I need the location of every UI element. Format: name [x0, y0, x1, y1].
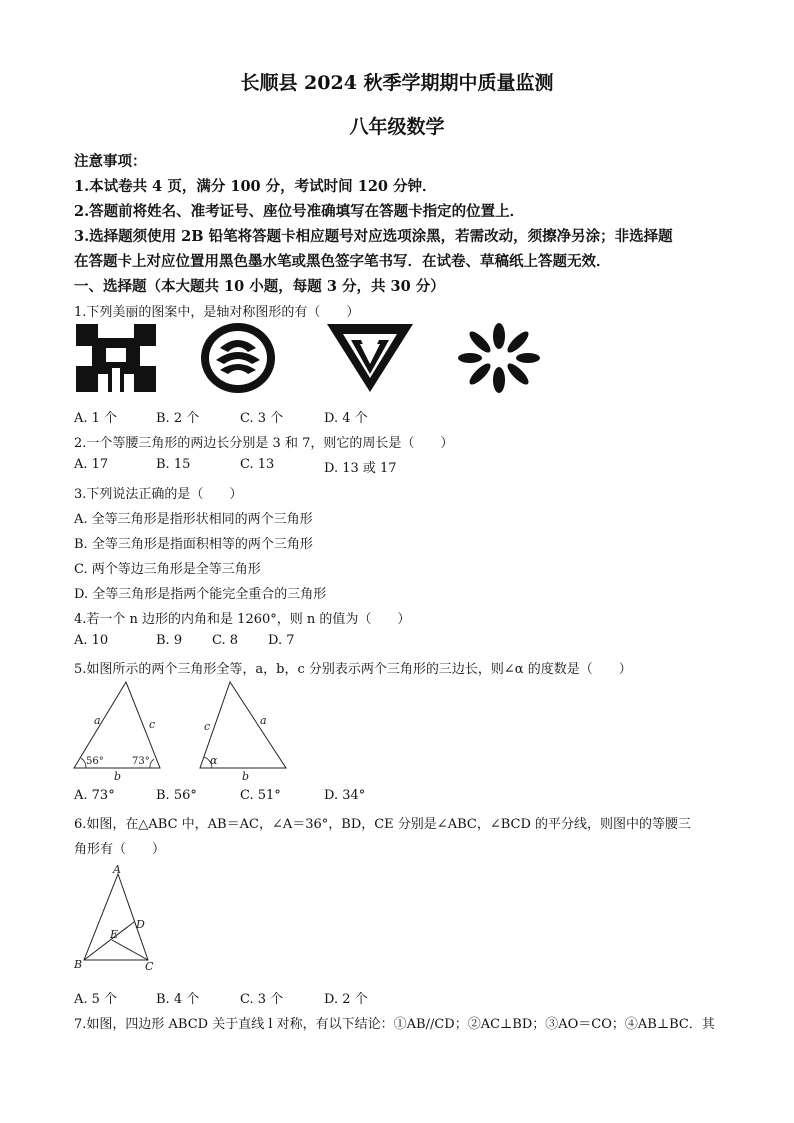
notice-item-2: 2.答题前将姓名、准考证号、座位号准确填写在答题卡指定的位置上．: [74, 203, 525, 220]
q6-label-e: E: [110, 928, 119, 941]
notice-item-3: 3.选择题须使用 2B 铅笔将答题卡相应题号对应选项涂黑，若需改动，须擦净另涂；非选择题: [74, 228, 673, 245]
q6-option-c: C. 3 个: [240, 992, 284, 1007]
exam-subtitle: 八年级数学: [349, 116, 445, 138]
q1-pattern-3-image: [327, 324, 413, 392]
q3-option-a: A. 全等三角形是指形状相同的两个三角形: [74, 512, 313, 527]
q7-stem: 7.如图，四边形 ABCD 关于直线 l 对称，有以下结论：①AB//CD；②AC⊥BD；③AO＝CO；④AB⊥BC．其: [74, 1017, 715, 1032]
q5-tri2-angle-alpha: α: [210, 754, 218, 767]
q5-tri2-side-c: c: [204, 720, 211, 733]
q5-option-b: B. 56°: [156, 788, 197, 803]
q6-figure-triangle: [72, 864, 172, 974]
q5-tri1-side-b: b: [114, 770, 122, 783]
q1-option-a: A. 1 个: [74, 411, 118, 426]
q5-option-d: D. 34°: [324, 788, 366, 803]
q3-option-c: C. 两个等边三角形是全等三角形: [74, 562, 261, 577]
notice-item-3-cont: 在答题卡上对应位置用黑色墨水笔或黑色签字笔书写．在试卷、草稿纸上答题无效．: [74, 253, 611, 270]
q6-option-d: D. 2 个: [324, 992, 368, 1007]
q5-option-c: C. 51°: [240, 788, 281, 803]
q6-stem-line-1: 6.如图，在△ABC 中，AB＝AC，∠A＝36°，BD，CE 分别是∠ABC，∠BCD 的平分线，则图中的等腰三: [74, 817, 692, 832]
q5-tri1-angle-right: 73°: [132, 756, 150, 767]
q4-stem: 4.若一个 n 边形的内角和是 1260°，则 n 的值为（ ）: [74, 612, 411, 627]
q1-stem: 1.下列美丽的图案中，是轴对称图形的有（ ）: [74, 305, 360, 320]
q1-option-c: C. 3 个: [240, 411, 284, 426]
q5-option-a: A. 73°: [74, 788, 115, 803]
q6-label-d: D: [136, 918, 145, 931]
section-heading: 一、选择题（本大题共 10 小题，每题 3 分，共 30 分）: [74, 278, 445, 295]
q1-pattern-4-image: [458, 322, 540, 394]
q5-tri2-side-a: a: [260, 714, 267, 727]
q2-option-a: A. 17: [74, 457, 109, 472]
q1-option-d: D. 4 个: [324, 411, 368, 426]
q5-tri1-side-c: c: [149, 718, 156, 731]
q4-option-d: D. 7: [268, 633, 295, 648]
q5-figure-triangles: [72, 680, 292, 782]
q5-tri1-side-a: a: [94, 714, 101, 727]
q6-label-c: C: [145, 960, 154, 973]
q2-option-d: D. 13 或 17: [324, 461, 397, 476]
q2-option-c: C. 13: [240, 457, 275, 472]
q4-option-c: C. 8: [212, 633, 239, 648]
q4-option-a: A. 10: [74, 633, 109, 648]
q3-option-d: D. 全等三角形是指两个能完全重合的三角形: [74, 587, 327, 602]
q6-option-b: B. 4 个: [156, 992, 200, 1007]
q5-tri2-side-b: b: [242, 770, 250, 783]
q3-stem: 3.下列说法正确的是（ ）: [74, 487, 243, 502]
q5-stem: 5.如图所示的两个三角形全等，a，b，c 分别表示两个三角形的三边长，则∠α 的度数是（ ）: [74, 662, 632, 677]
notice-heading: 注意事项：: [74, 153, 147, 170]
q1-pattern-1-image: [76, 324, 156, 392]
q2-option-b: B. 15: [156, 457, 191, 472]
notice-item-1: 1.本试卷共 4 页，满分 100 分，考试时间 120 分钟．: [74, 178, 437, 195]
q6-option-a: A. 5 个: [74, 992, 118, 1007]
q6-label-b: B: [74, 958, 83, 971]
q6-label-a: A: [113, 863, 121, 876]
exam-title: 长顺县 2024 秋季学期期中质量监测: [240, 72, 554, 94]
q6-stem-line-2: 角形有（ ）: [74, 842, 166, 857]
q5-tri1-angle-left: 56°: [86, 756, 104, 767]
q2-stem: 2.一个等腰三角形的两边长分别是 3 和 7，则它的周长是（ ）: [74, 436, 454, 451]
q1-pattern-2-image: [200, 322, 276, 394]
q3-option-b: B. 全等三角形是指面积相等的两个三角形: [74, 537, 313, 552]
q4-option-b: B. 9: [156, 633, 183, 648]
q1-option-b: B. 2 个: [156, 411, 200, 426]
